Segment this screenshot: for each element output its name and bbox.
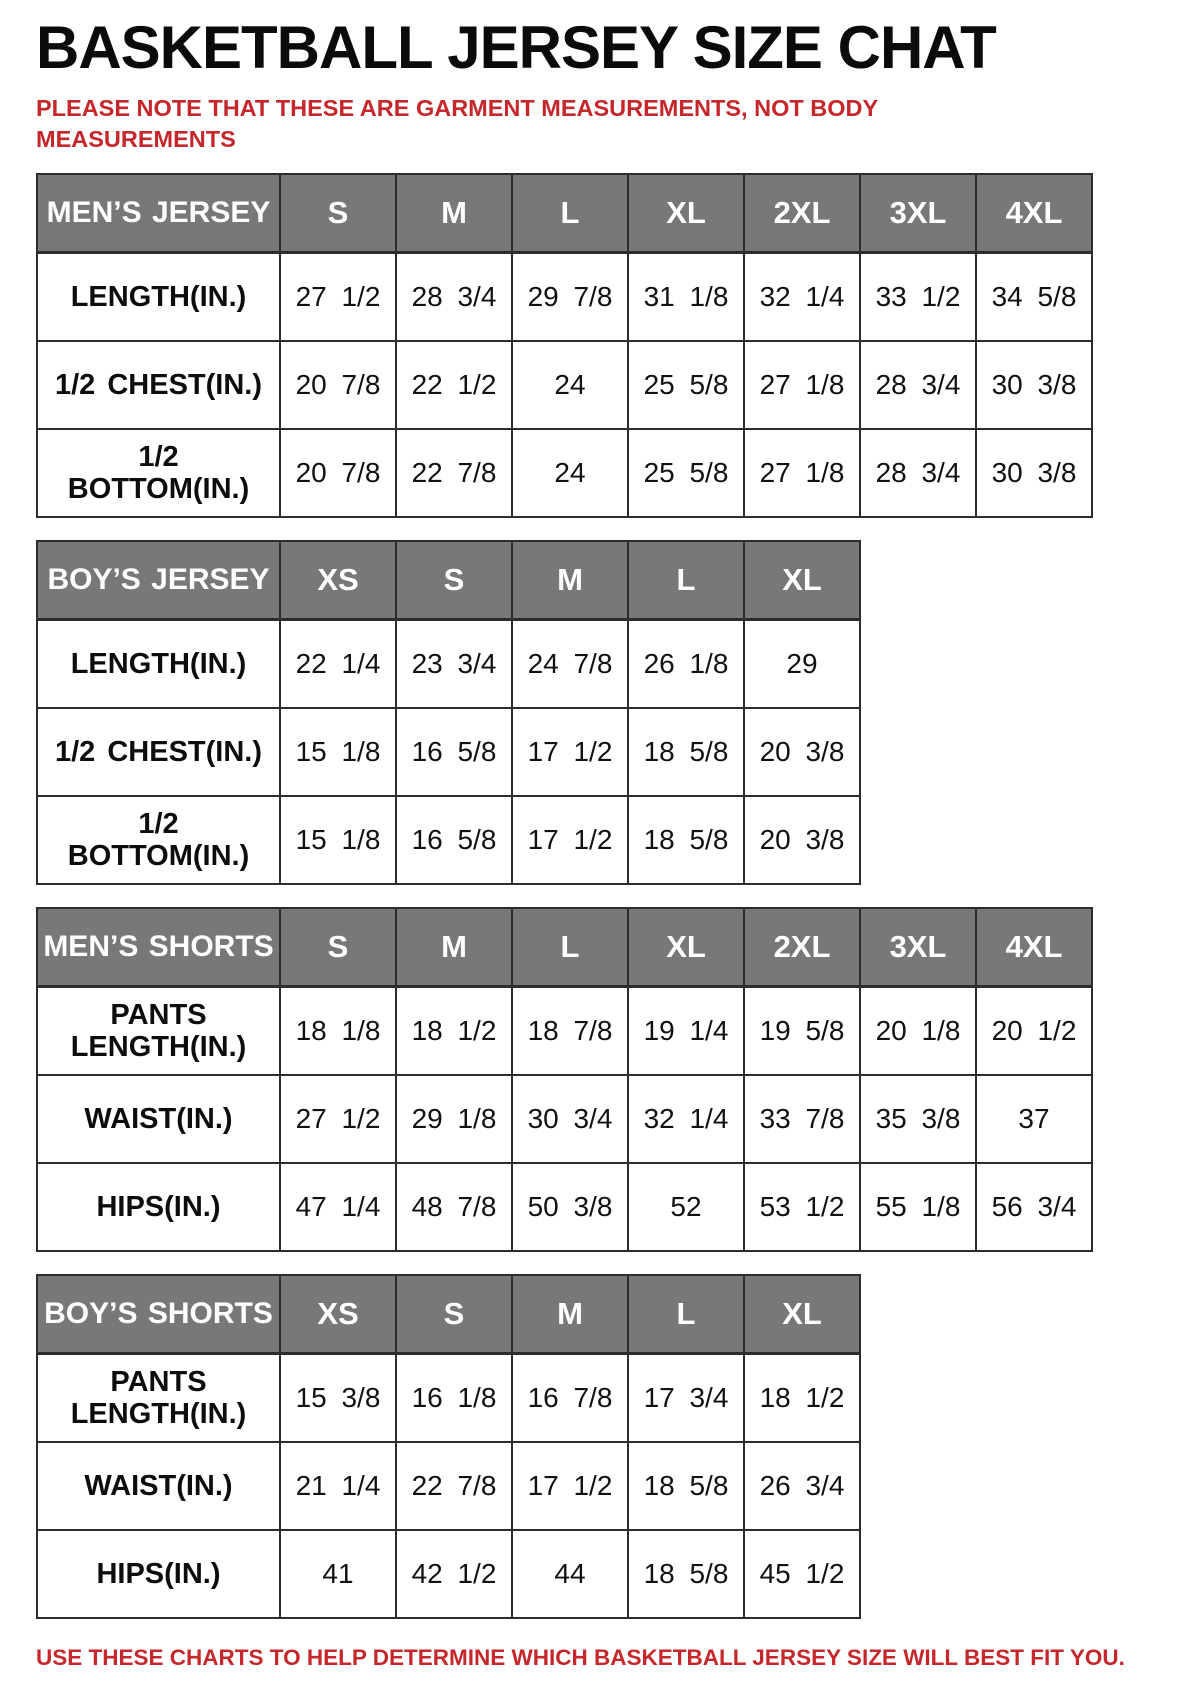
measurement-value: 15 1/8 (280, 708, 396, 796)
measurement-value: 45 1/2 (744, 1530, 860, 1618)
measurement-value: 23 3/4 (396, 620, 512, 709)
mens-shorts-size-header: 4XL (976, 908, 1092, 987)
measurement-label: HIPS(IN.) (37, 1163, 280, 1251)
boys-jersey-row (37, 620, 860, 709)
measurement-label: LENGTH(IN.) (37, 620, 280, 709)
boys-jersey-table (36, 540, 861, 885)
measurement-value: 20 3/8 (744, 708, 860, 796)
measurement-value: 24 (512, 341, 628, 429)
boys-shorts-size-header: M (512, 1275, 628, 1354)
measurement-value: 18 5/8 (628, 708, 744, 796)
measurement-value: 32 1/4 (744, 253, 860, 342)
measurement-value: 17 1/2 (512, 796, 628, 884)
measurement-value: 20 7/8 (280, 341, 396, 429)
measurement-value: 19 5/8 (744, 987, 860, 1076)
mens-shorts-row (37, 1075, 1092, 1163)
boys-jersey-title-cell: BOY’S JERSEY (37, 541, 280, 620)
boys-shorts-size-header: L (628, 1275, 744, 1354)
boys-shorts-row (37, 1354, 860, 1443)
mens-shorts-row (37, 1163, 1092, 1251)
boys-jersey-row (37, 796, 860, 884)
size-tables-container (36, 173, 1170, 1619)
mens-shorts-header-row (37, 908, 1092, 987)
measurement-value: 41 (280, 1530, 396, 1618)
measurement-value: 24 7/8 (512, 620, 628, 709)
measurement-value: 18 1/2 (396, 987, 512, 1076)
mens-shorts-table (36, 907, 1093, 1252)
measurement-value: 27 1/2 (280, 1075, 396, 1163)
mens-jersey-size-header: M (396, 174, 512, 253)
measurement-value: 20 3/8 (744, 796, 860, 884)
measurement-value: 19 1/4 (628, 987, 744, 1076)
mens-jersey-size-header: 2XL (744, 174, 860, 253)
measurement-value: 52 (628, 1163, 744, 1251)
measurement-value: 31 1/8 (628, 253, 744, 342)
boys-shorts-size-header: XL (744, 1275, 860, 1354)
measurement-value: 44 (512, 1530, 628, 1618)
measurement-value: 30 3/8 (976, 429, 1092, 517)
mens-jersey-title-cell: MEN’S JERSEY (37, 174, 280, 253)
mens-shorts-size-header: M (396, 908, 512, 987)
boys-shorts-table (36, 1274, 861, 1619)
measurement-value: 22 7/8 (396, 1442, 512, 1530)
boys-shorts-size-header: XS (280, 1275, 396, 1354)
measurement-label: WAIST(IN.) (37, 1075, 280, 1163)
mens-jersey-table (36, 173, 1093, 518)
mens-shorts-title-cell: MEN’S SHORTS (37, 908, 280, 987)
measurement-value: 16 5/8 (396, 708, 512, 796)
mens-jersey-row (37, 341, 1092, 429)
boys-jersey-row (37, 708, 860, 796)
measurement-value: 18 7/8 (512, 987, 628, 1076)
measurement-value: 55 1/8 (860, 1163, 976, 1251)
measurement-value: 29 7/8 (512, 253, 628, 342)
measurement-value: 27 1/2 (280, 253, 396, 342)
measurement-value: 26 1/8 (628, 620, 744, 709)
boys-shorts-title-cell: BOY’S SHORTS (37, 1275, 280, 1354)
measurement-value: 29 1/8 (396, 1075, 512, 1163)
measurement-value: 24 (512, 429, 628, 517)
measurement-label: HIPS(IN.) (37, 1530, 280, 1618)
boys-shorts-row (37, 1442, 860, 1530)
boys-jersey-size-header: L (628, 541, 744, 620)
boys-shorts-size-header: S (396, 1275, 512, 1354)
measurement-value: 50 3/8 (512, 1163, 628, 1251)
mens-shorts-row (37, 987, 1092, 1076)
boys-jersey-header-row (37, 541, 860, 620)
measurement-value: 18 1/2 (744, 1354, 860, 1443)
mens-jersey-row (37, 429, 1092, 517)
boys-jersey-size-header: XL (744, 541, 860, 620)
measurement-value: 37 (976, 1075, 1092, 1163)
measurement-value: 17 3/4 (628, 1354, 744, 1443)
measurement-value: 15 1/8 (280, 796, 396, 884)
measurement-value: 20 7/8 (280, 429, 396, 517)
mens-jersey-size-header: S (280, 174, 396, 253)
measurement-value: 28 3/4 (860, 341, 976, 429)
measurement-value: 27 1/8 (744, 429, 860, 517)
measurement-value: 30 3/4 (512, 1075, 628, 1163)
boys-shorts-header-row (37, 1275, 860, 1354)
measurement-label: LENGTH(IN.) (37, 253, 280, 342)
measurement-value: 25 5/8 (628, 429, 744, 517)
measurement-value: 42 1/2 (396, 1530, 512, 1618)
boys-jersey-size-header: M (512, 541, 628, 620)
measurement-value: 33 7/8 (744, 1075, 860, 1163)
measurement-value: 17 1/2 (512, 708, 628, 796)
measurement-value: 26 3/4 (744, 1442, 860, 1530)
mens-jersey-size-header: L (512, 174, 628, 253)
mens-jersey-size-header: XL (628, 174, 744, 253)
best-fit-note: USE THESE CHARTS TO HELP DETERMINE WHICH BASKETBALL JERSEY SIZE WILL BEST FIT YOU. (36, 1645, 1125, 1671)
measurement-value: 16 5/8 (396, 796, 512, 884)
measurement-label: 1/2 CHEST(IN.) (37, 341, 280, 429)
measurement-label: PANTS LENGTH(IN.) (37, 987, 280, 1076)
mens-shorts-size-header: XL (628, 908, 744, 987)
measurement-value: 22 1/2 (396, 341, 512, 429)
mens-jersey-row (37, 253, 1092, 342)
boys-shorts-row (37, 1530, 860, 1618)
measurement-value: 16 1/8 (396, 1354, 512, 1443)
measurement-value: 48 7/8 (396, 1163, 512, 1251)
mens-shorts-size-header: 3XL (860, 908, 976, 987)
measurement-label: WAIST(IN.) (37, 1442, 280, 1530)
measurement-value: 28 3/4 (396, 253, 512, 342)
boys-jersey-size-header: XS (280, 541, 396, 620)
measurement-value: 33 1/2 (860, 253, 976, 342)
measurement-label: PANTS LENGTH(IN.) (37, 1354, 280, 1443)
measurement-value: 15 3/8 (280, 1354, 396, 1443)
measurement-value: 22 7/8 (396, 429, 512, 517)
mens-jersey-size-header: 3XL (860, 174, 976, 253)
boys-jersey-size-header: S (396, 541, 512, 620)
measurement-value: 22 1/4 (280, 620, 396, 709)
measurement-value: 18 5/8 (628, 1442, 744, 1530)
measurement-value: 56 3/4 (976, 1163, 1092, 1251)
measurement-value: 34 5/8 (976, 253, 1092, 342)
measurement-value: 18 1/8 (280, 987, 396, 1076)
measurement-value: 32 1/4 (628, 1075, 744, 1163)
page-title: BASKETBALL JERSEY SIZE CHAT (36, 14, 996, 81)
mens-shorts-size-header: 2XL (744, 908, 860, 987)
measurement-value: 16 7/8 (512, 1354, 628, 1443)
measurement-value: 30 3/8 (976, 341, 1092, 429)
mens-jersey-size-header: 4XL (976, 174, 1092, 253)
measurement-value: 17 1/2 (512, 1442, 628, 1530)
measurement-value: 20 1/2 (976, 987, 1092, 1076)
measurement-value: 29 (744, 620, 860, 709)
mens-jersey-header-row (37, 174, 1092, 253)
measurement-label: 1/2 CHEST(IN.) (37, 708, 280, 796)
measurement-value: 20 1/8 (860, 987, 976, 1076)
measurement-value: 18 5/8 (628, 796, 744, 884)
mens-shorts-size-header: L (512, 908, 628, 987)
measurement-value: 27 1/8 (744, 341, 860, 429)
measurement-value: 18 5/8 (628, 1530, 744, 1618)
measurement-label: 1/2 BOTTOM(IN.) (37, 429, 280, 517)
measurement-value: 28 3/4 (860, 429, 976, 517)
measurement-value: 35 3/8 (860, 1075, 976, 1163)
measurement-value: 47 1/4 (280, 1163, 396, 1251)
measurement-value: 25 5/8 (628, 341, 744, 429)
measurement-value: 53 1/2 (744, 1163, 860, 1251)
mens-shorts-size-header: S (280, 908, 396, 987)
garment-measurements-note: PLEASE NOTE THAT THESE ARE GARMENT MEASUREMENTS, NOT BODY MEASUREMENTS (36, 95, 878, 153)
measurement-value: 21 1/4 (280, 1442, 396, 1530)
measurement-label: 1/2 BOTTOM(IN.) (37, 796, 280, 884)
